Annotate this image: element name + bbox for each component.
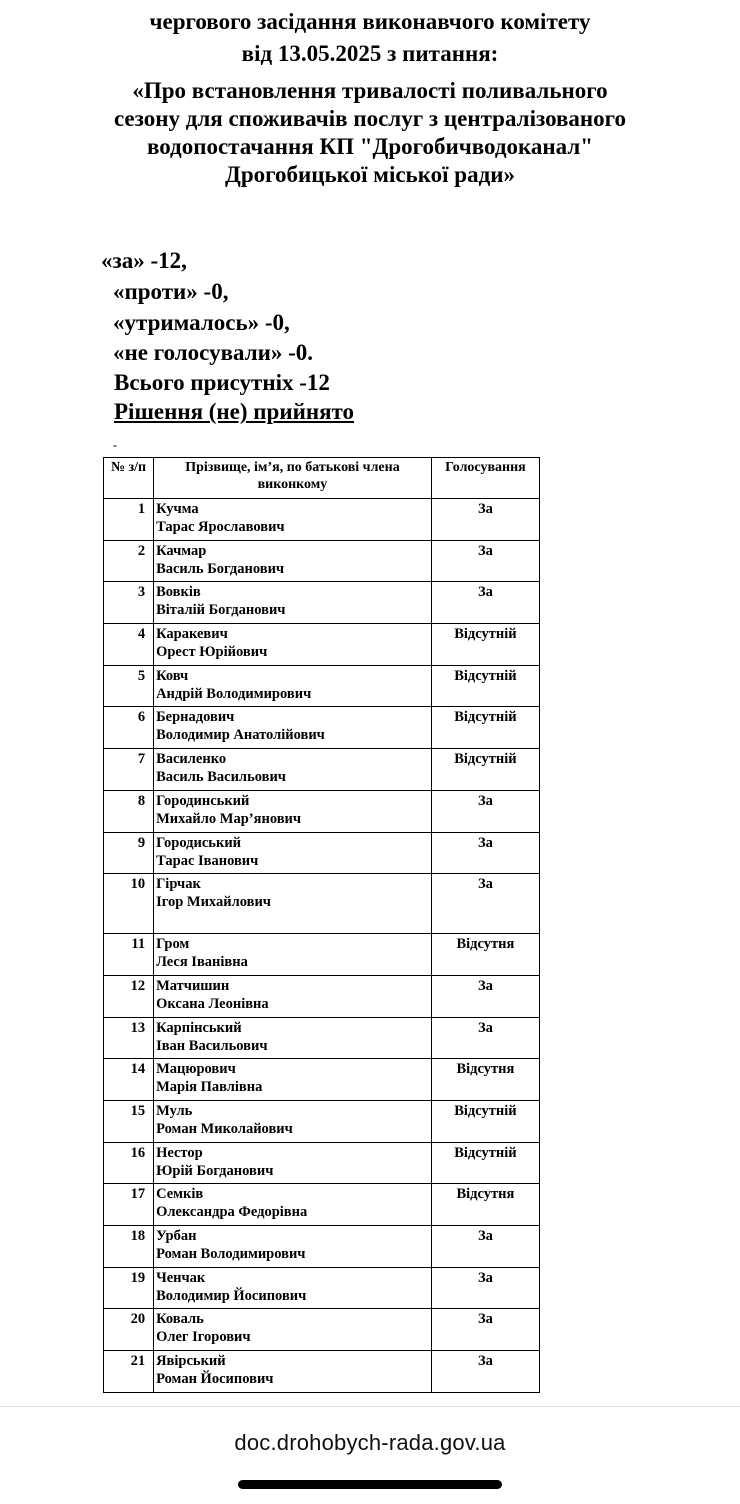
resolution-title-line: водопостачання КП "Дрогобичводоканал" — [146, 134, 594, 159]
table-row — [104, 1100, 540, 1142]
table-row — [104, 1351, 540, 1393]
member-surname: Городиський — [156, 834, 242, 851]
member-surname: Гірчак — [156, 876, 201, 893]
member-given-names: Іван Васильович — [156, 1037, 268, 1054]
heading-meeting: чергового засідання виконавчого комітету — [149, 9, 591, 34]
member-surname: Ковч — [156, 667, 189, 684]
member-surname: Гром — [156, 936, 190, 953]
member-vote: За — [431, 1267, 539, 1309]
header-number: № з/п — [104, 458, 154, 499]
row-number: 5 — [104, 665, 154, 707]
member-given-names: Василь Васильович — [156, 769, 286, 786]
row-number: 10 — [104, 874, 154, 934]
resolution-title-line: Дрогобицької міської ради» — [225, 162, 515, 187]
table-body — [104, 499, 540, 1393]
member-given-names: Тарас Ярославович — [156, 519, 285, 535]
table-row — [104, 874, 540, 934]
member-given-names: Оксана Леонівна — [156, 995, 269, 1012]
member-surname: Вовків — [156, 584, 201, 601]
member-name — [154, 934, 432, 976]
resolution-title-line: «Про встановлення тривалості поливального — [132, 78, 608, 103]
row-number: 17 — [104, 1184, 154, 1226]
member-vote: Відсутній — [431, 1100, 539, 1142]
table-row — [104, 707, 540, 749]
member-vote: За — [431, 582, 539, 624]
member-surname: Урбан — [156, 1228, 197, 1244]
member-surname: Каракевич — [156, 626, 228, 643]
member-name — [154, 975, 432, 1017]
member-vote: За — [431, 499, 539, 541]
table-row — [104, 1267, 540, 1309]
table-row — [104, 790, 540, 832]
member-given-names: Олег Ігорович — [156, 1329, 251, 1346]
table-row — [104, 1017, 540, 1059]
table-row — [104, 1059, 540, 1101]
voting-table — [103, 457, 540, 1393]
member-name — [154, 790, 432, 832]
member-surname: Мацюрович — [156, 1061, 236, 1078]
member-name — [154, 1059, 432, 1101]
member-vote: За — [431, 540, 539, 582]
member-name — [154, 1226, 432, 1268]
member-vote: За — [431, 832, 539, 874]
member-name — [154, 540, 432, 582]
member-given-names: Володимир Йосипович — [156, 1287, 307, 1304]
table-row — [104, 975, 540, 1017]
member-vote: Відсутній — [431, 624, 539, 666]
site-domain[interactable]: doc.drohobych-rada.gov.ua — [234, 1430, 506, 1455]
member-surname: Василенко — [156, 751, 227, 768]
member-vote: За — [431, 874, 539, 934]
member-vote: За — [431, 1226, 539, 1268]
votes-for: «за» -12, — [101, 248, 187, 273]
member-surname: Явірський — [156, 1353, 226, 1370]
member-name — [154, 707, 432, 749]
member-vote: Відсутній — [431, 749, 539, 791]
row-number: 9 — [104, 832, 154, 874]
row-number: 8 — [104, 790, 154, 832]
header-name: Прізвище, ім’я, по батькові члена виконкому — [154, 458, 432, 499]
table-header-row — [104, 458, 540, 499]
member-name — [154, 1142, 432, 1184]
stray-dash: - — [113, 438, 117, 452]
table-row — [104, 499, 540, 541]
member-surname: Семків — [156, 1186, 204, 1203]
row-number: 4 — [104, 624, 154, 666]
member-name — [154, 582, 432, 624]
member-vote: За — [431, 1351, 539, 1393]
table-row — [104, 1142, 540, 1184]
row-number: 13 — [104, 1017, 154, 1059]
member-name — [154, 1100, 432, 1142]
row-number: 21 — [104, 1351, 154, 1393]
member-given-names: Марія Павлівна — [156, 1079, 263, 1096]
decision-status: Рішення (не) прийнято — [114, 399, 355, 424]
member-name — [154, 665, 432, 707]
votes-against: «проти» -0, — [113, 279, 229, 304]
member-given-names: Василь Богданович — [156, 560, 285, 577]
member-surname: Ченчак — [156, 1269, 206, 1286]
table-row — [104, 624, 540, 666]
member-surname: Нестор — [156, 1144, 203, 1161]
member-given-names: Андрій Володимирович — [156, 685, 312, 702]
member-given-names: Роман Йосипович — [156, 1371, 274, 1388]
member-vote: Відсутній — [431, 707, 539, 749]
member-given-names: Тарас Іванович — [156, 852, 259, 869]
row-number: 19 — [104, 1267, 154, 1309]
member-vote: За — [431, 790, 539, 832]
member-name — [154, 874, 432, 934]
table-row — [104, 1309, 540, 1351]
resolution-title-line: сезону для споживачів послуг з централізованого — [113, 106, 627, 131]
votes-abstained: «утрималось» -0, — [113, 310, 290, 335]
home-indicator[interactable] — [238, 1480, 502, 1489]
member-vote: Відсутній — [431, 665, 539, 707]
member-surname: Карпінський — [156, 1019, 242, 1036]
member-given-names: Леся Іванівна — [156, 954, 248, 971]
member-surname: Кучма — [156, 501, 199, 517]
member-surname: Городинський — [156, 792, 250, 809]
row-number: 11 — [104, 934, 154, 976]
member-name — [154, 1017, 432, 1059]
row-number: 20 — [104, 1309, 154, 1351]
table-row — [104, 665, 540, 707]
header-vote: Голосування — [431, 458, 539, 499]
member-given-names: Роман Володимирович — [156, 1246, 306, 1262]
footer-divider — [0, 1406, 740, 1407]
member-given-names: Роман Миколайович — [156, 1120, 293, 1137]
member-vote: За — [431, 975, 539, 1017]
member-vote: Відсутня — [431, 934, 539, 976]
member-given-names: Ігор Михайлович — [156, 894, 271, 911]
member-name — [154, 832, 432, 874]
member-vote: За — [431, 1309, 539, 1351]
member-name — [154, 624, 432, 666]
member-given-names: Володимир Анатолійович — [156, 727, 325, 744]
row-number: 18 — [104, 1226, 154, 1268]
total-present: Всього присутніх -12 — [114, 370, 330, 395]
member-vote: Відсутній — [431, 1142, 539, 1184]
member-name — [154, 1351, 432, 1393]
row-number: 16 — [104, 1142, 154, 1184]
member-given-names: Михайло Мар’янович — [156, 810, 302, 827]
table-row — [104, 832, 540, 874]
votes-not-voted: «не голосували» -0. — [113, 340, 314, 365]
member-name — [154, 499, 432, 541]
table-row — [104, 1184, 540, 1226]
heading-date: від 13.05.2025 з питання: — [241, 41, 499, 66]
member-vote: За — [431, 1017, 539, 1059]
member-vote: Відсутня — [431, 1184, 539, 1226]
member-name — [154, 1267, 432, 1309]
member-surname: Качмар — [156, 542, 207, 559]
row-number: 15 — [104, 1100, 154, 1142]
row-number: 14 — [104, 1059, 154, 1101]
row-number: 6 — [104, 707, 154, 749]
table-row — [104, 582, 540, 624]
table-row — [104, 749, 540, 791]
row-number: 12 — [104, 975, 154, 1017]
member-surname: Бернадович — [156, 709, 235, 726]
row-number: 7 — [104, 749, 154, 791]
member-name — [154, 1184, 432, 1226]
row-number: 2 — [104, 540, 154, 582]
member-vote: Відсутня — [431, 1059, 539, 1101]
table-row — [104, 1226, 540, 1268]
row-number: 1 — [104, 499, 154, 541]
resolution-title — [0, 77, 740, 189]
member-surname: Коваль — [156, 1311, 204, 1328]
member-surname: Матчишин — [156, 977, 230, 994]
row-number: 3 — [104, 582, 154, 624]
member-name — [154, 749, 432, 791]
table-row — [104, 540, 540, 582]
member-surname: Муль — [156, 1102, 193, 1119]
member-given-names: Олександра Федорівна — [156, 1204, 308, 1221]
member-given-names: Юрій Богданович — [156, 1162, 274, 1179]
member-given-names: Віталій Богданович — [156, 602, 286, 619]
table-row — [104, 934, 540, 976]
member-given-names: Орест Юрійович — [156, 644, 268, 661]
member-name — [154, 1309, 432, 1351]
